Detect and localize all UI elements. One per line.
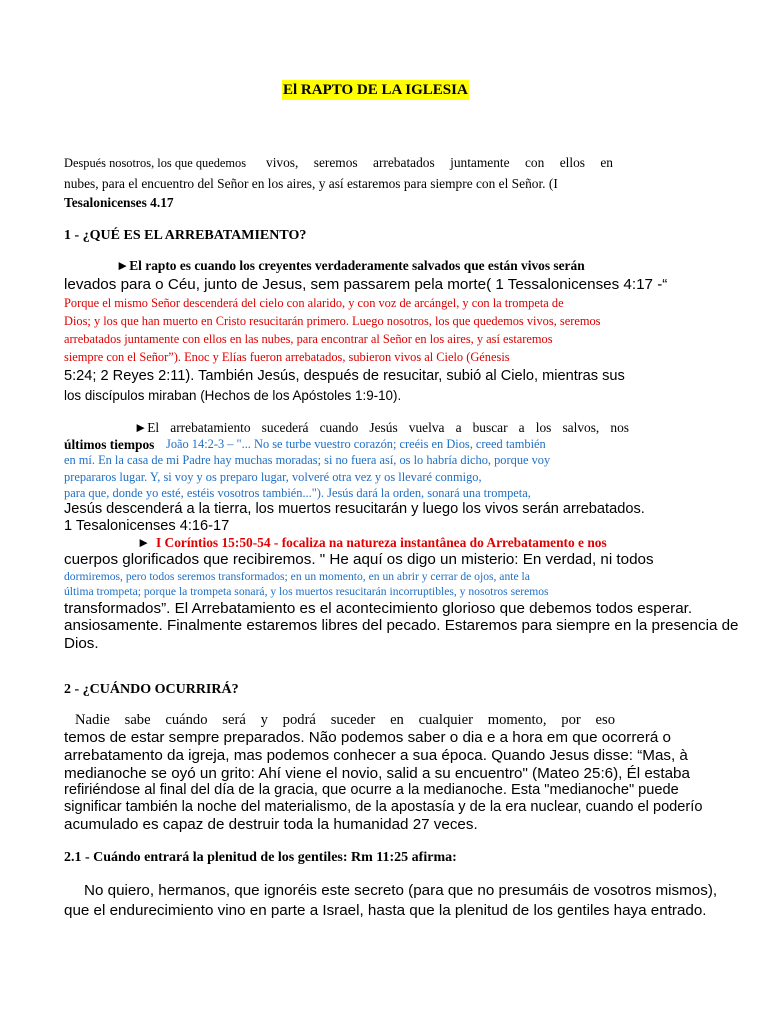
s1-p3-red: I Coríntios 15:50-54 - focaliza na natureza instantânea do Arrebatamento e nos xyxy=(156,535,607,550)
s2-line-4: medianoche se oyó un grito: Ahí viene el novio, salid a su encuentro" (Mateo 25:6), Él estaba xyxy=(64,765,690,782)
intro-line-2: nubes, para el encuentro del Señor en los aires, y así estaremos para siempre con el Señor. (I xyxy=(64,176,558,191)
s1-p2-blue-1: João 14:2-3 – "... No se turbe vuestro corazón; creéis en Dios, creed también xyxy=(166,437,546,451)
s1-p2-blue-2: en mí. En la casa de mi Padre hay muchas moradas; si no fuera así, os lo habría dicho, porque voy xyxy=(64,453,551,467)
section-2-heading: 2 - ¿CUÁNDO OCURRIRÁ? xyxy=(64,682,239,697)
s2-line-2: temos de estar sempre preparados. Não podemos saber o dia e a hora em que ocorrerá o xyxy=(64,729,671,746)
s2-line-5: refiriéndose al final del día de la gracia, que ocurre a la medianoche. Esta "medianoche" puede xyxy=(64,782,679,798)
s1-p1-line-1: ►El rapto es cuando los creyentes verdaderamente salvados que están vivos serán xyxy=(116,258,585,273)
s1-p3-line-1: cuerpos glorificados que recibiremos. " He aquí os digo un misterio: En verdad, ni todos xyxy=(64,551,654,568)
s1-p1-line-3: 5:24; 2 Reyes 2:11). También Jesús, después de resucitar, subió al Cielo, mientras sus xyxy=(64,368,625,384)
s2-line-7: acumulado es capaz de destruir toda la humanidad 27 veces. xyxy=(64,816,478,833)
section-2-1-heading: 2.1 - Cuándo entrará la plenitud de los gentiles: Rm 11:25 afirma: xyxy=(64,850,457,865)
s1-p1-red-2: Dios; y los que han muerto en Cristo resucitarán primero. Luego nosotros, los que quedemos vivos, seremos xyxy=(64,314,601,328)
s1-p3-line-4: Dios. xyxy=(64,635,99,652)
s2-line-6: significar también la noche del materialismo, de la apostasía y de la era nuclear, cuando el poderío xyxy=(64,799,703,815)
s1-p1-line-2: levados para o Céu, junto de Jesus, sem passarem pela morte( 1 Tessalonicenses 4:17 -“ xyxy=(64,276,668,293)
intro-line-3: Tesalonicenses 4.17 xyxy=(64,195,174,210)
s2-line-3: arrebatamento da igreja, mas podemos conhecer a sua época. Quando Jesus disse: “Mas, à xyxy=(64,747,688,764)
s1-p3-line-3: ansiosamente. Finalmente estaremos libres del pecado. Estaremos para siempre en la presencia de xyxy=(64,617,739,634)
s21-line-1: No quiero, hermanos, que ignoréis este secreto (para que no presumáis de vosotros mismos), xyxy=(84,882,718,899)
s1-p2-blue-3: prepararos lugar. Y, si voy y os preparo lugar, volveré otra vez y os llevaré conmigo, xyxy=(64,470,482,484)
s1-p3-blue-2: última trompeta; porque la trompeta sonará, y los muertos resucitarán incorruptibles, y nosotros seremos xyxy=(64,585,549,598)
intro-line-1a: Después nosotros, los que quedemos xyxy=(64,156,247,170)
s1-p1-red-3: arrebatados juntamente con ellos en las nubes, para encontrar al Señor en los aires, y así estaremos xyxy=(64,332,553,346)
s1-p2-line-2: Jesús descenderá a la tierra, los muertos resucitarán y luego los vivos serán arrebatados. xyxy=(64,501,645,517)
section-1-heading: 1 - ¿QUÉ ES EL ARREBATAMIENTO? xyxy=(64,228,307,243)
s1-p1-red-4: siempre con el Señor”). Enoc y Elías fueron arrebatados, subieron vivos al Cielo (Génesis xyxy=(64,350,510,364)
s1-p3-arrow: ► xyxy=(137,535,151,550)
s1-p3-blue-1: dormiremos, pero todos seremos transformados; en un momento, en un abrir y cerrar de ojos, ante la xyxy=(64,570,530,583)
s2-line-1: Nadie sabe cuándo será y podrá suceder en cualquier momento, por eso xyxy=(75,712,615,728)
s1-p2-blue-4: para que, donde yo esté, estéis vosotros también..."). Jesús dará la orden, sonará una trompeta, xyxy=(64,486,531,500)
intro-line-1b: vivos, seremos arrebatados juntamente con ellos en xyxy=(266,155,613,170)
s1-p2-bold: últimos tiempos xyxy=(64,437,155,452)
s1-p3-line-2: transformados”. El Arrebatamiento es el acontecimiento glorioso que debemos todos esperar. xyxy=(64,600,693,617)
document-title: El RAPTO DE LA IGLESIA xyxy=(283,82,468,98)
s1-p1-red-1: Porque el mismo Señor descenderá del cielo con alarido, y con voz de arcángel, y con la trompeta de xyxy=(64,296,564,310)
s1-p2-line-3: 1 Tesalonicenses 4:16-17 xyxy=(64,518,230,534)
s1-p1-line-4: los discípulos miraban (Hechos de los Apóstoles 1:9-10). xyxy=(64,388,402,403)
s1-p2-line-1: ►El arrebatamiento sucederá cuando Jesús vuelva a buscar a los salvos, nos xyxy=(134,420,629,435)
s21-line-2: que el endurecimiento vino en parte a Israel, hasta que la plenitud de los gentiles haya entrado. xyxy=(64,902,707,919)
